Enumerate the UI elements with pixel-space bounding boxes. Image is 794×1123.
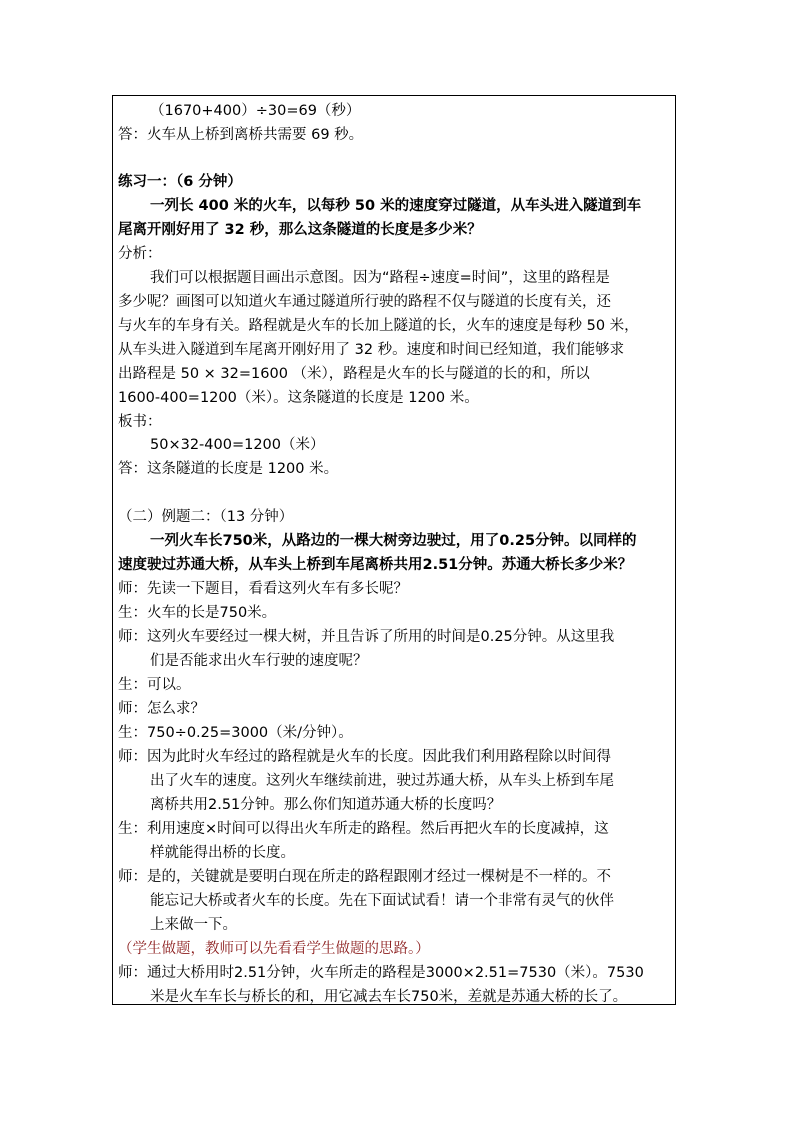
dialogue-teacher: 师：这列火车要经过一棵大树，并且告诉了所用的时间是0.25分钟。从这里我 [118, 629, 615, 645]
analysis-paragraph-line: 与火车的车身有关。路程就是火车的长加上隧道的长，火车的速度是每秒 50 米， [118, 318, 639, 334]
teaching-note: （学生做题，教师可以先看看学生做题的思路。） [118, 941, 430, 957]
section-heading-example-2: （二）例题二：（13 分钟） [118, 509, 294, 525]
analysis-paragraph-line: 出路程是 50 × 32=1600 （米），路程是火车的长与隧道的长的和，所以 [118, 366, 590, 382]
dialogue-continuation: 米是火车车长与桥长的和，用它减去车长750米，差就是苏通大桥的长了。 [150, 989, 628, 1005]
board-label: 板书： [118, 414, 162, 430]
analysis-paragraph-line: 从车头进入隧道到车尾离开刚好用了 32 秒。速度和时间已经知道，我们能够求 [118, 342, 625, 358]
analysis-paragraph-line: 我们可以根据题目画出示意图。因为“路程÷速度=时间”，这里的路程是 [150, 270, 610, 286]
formula-line: （1670+400）÷30=69（秒） [150, 103, 361, 119]
exercise-problem-line: 尾离开刚好用了 32 秒，那么这条隧道的长度是多少米？ [118, 222, 482, 238]
dialogue-continuation: 样就能得出桥的长度。 [150, 845, 295, 861]
example-problem-line: 速度驶过苏通大桥，从车头上桥到车尾离桥共用2.51分钟。苏通大桥长多少米？ [118, 557, 633, 573]
section-heading-exercise-1: 练习一：（6 分钟） [118, 174, 242, 190]
board-formula: 50×32-400=1200（米） [150, 437, 325, 453]
dialogue-teacher: 师：是的，关键就是要明白现在所走的路程跟刚才经过一棵树是不一样的。不 [118, 869, 611, 885]
dialogue-teacher: 师：怎么求？ [118, 701, 205, 717]
dialogue-continuation: 上来做一下。 [150, 917, 237, 933]
analysis-paragraph-line: 1600-400=1200（米）。这条隧道的长度是 1200 米。 [118, 390, 479, 406]
analysis-label: 分析： [118, 246, 162, 262]
dialogue-teacher: 师：先读一下题目，看看这列火车有多长呢？ [118, 581, 408, 597]
dialogue-continuation: 能忘记大桥或者火车的长度。先在下面试试看！请一个非常有灵气的伙伴 [150, 893, 614, 909]
dialogue-continuation: 出了火车的速度。这列火车继续前进，驶过苏通大桥，从车头上桥到车尾 [150, 773, 614, 789]
dialogue-student: 生：750÷0.25=3000（米/分钟）。 [118, 725, 353, 741]
answer-line: 答：这条隧道的长度是 1200 米。 [118, 461, 339, 477]
dialogue-teacher: 师：因为此时火车经过的路程就是火车的长度。因此我们利用路程除以时间得 [118, 749, 611, 765]
dialogue-teacher: 师：通过大桥用时2.51分钟，火车所走的路程是3000×2.51=7530（米）。7530 [118, 965, 644, 981]
dialogue-continuation: 们是否能求出火车行驶的速度呢？ [150, 653, 368, 669]
answer-line: 答：火车从上桥到离桥共需要 69 秒。 [118, 127, 364, 143]
analysis-paragraph-line: 多少呢？画图可以知道火车通过隧道所行驶的路程不仅与隧道的长度有关，还 [118, 294, 611, 310]
example-problem-line: 一列火车长750米，从路边的一棵大树旁边驶过，用了0.25分钟。以同样的 [150, 533, 637, 549]
exercise-problem-line: 一列长 400 米的火车，以每秒 50 米的速度穿过隧道，从车头进入隧道到车 [150, 198, 642, 214]
dialogue-student: 生：可以。 [118, 677, 191, 693]
dialogue-continuation: 离桥共用2.51分钟。那么你们知道苏通大桥的长度吗？ [150, 797, 502, 813]
dialogue-student: 生：利用速度×时间可以得出火车所走的路程。然后再把火车的长度减掉，这 [118, 821, 609, 837]
dialogue-student: 生：火车的长是750米。 [118, 605, 277, 621]
